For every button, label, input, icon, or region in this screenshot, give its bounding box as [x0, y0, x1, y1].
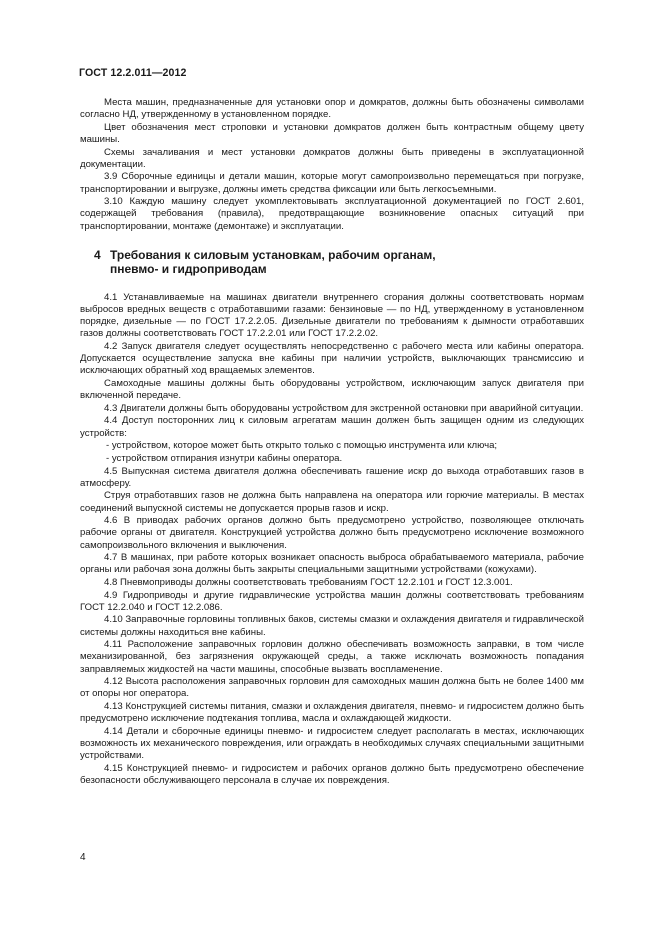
paragraph-4-15: 4.15 Конструкцией пневмо- и гидросистем и рабочих органов должно быть предусмотрено обеспечение безопасности обслуживающего персонала в случае их повреждения.	[80, 762, 584, 786]
paragraph-intro-3: Схемы зачаливания и мест установки домкратов должны быть приведены в эксплуатационной документации.	[80, 146, 584, 170]
paragraph-4-5-cont: Струя отработавших газов не должна быть направлена на оператора или горючие материалы. В местах соединений выпускной системы не допускается прорыв газов и искр.	[80, 490, 584, 514]
paragraph-3-10: 3.10 Каждую машину следует укомплектовывать эксплуатационной документацией по ГОСТ 2.601, содержащей требования (правила), предотвращающие возникновение опасных ситуаций при транспортировании, монтаже (демонтаже) и эксплуатации.	[80, 196, 584, 232]
paragraph-4-8: 4.8 Пневмоприводы должны соответствовать требованиям ГОСТ 12.2.101 и ГОСТ 12.3.001.	[104, 577, 513, 588]
paragraph-4-4: 4.4 Доступ посторонних лиц к силовым агрегатам машин должен быть защищен одним из следующих устройств:	[80, 415, 584, 439]
section-title-line-2: пневмо- и гидроприводам	[110, 262, 267, 277]
paragraph-4-3: 4.3 Двигатели должны быть оборудованы устройством для экстренной остановки при аварийной ситуации.	[104, 402, 584, 414]
section-title	[110, 248, 584, 277]
document-code-header: ГОСТ 12.2.011—2012	[79, 67, 187, 79]
paragraph-4-9: 4.9 Гидроприводы и другие гидравлические устройства машин должны соответствовать требованиям ГОСТ 12.2.040 и ГОСТ 12.2.086.	[80, 589, 584, 613]
paragraph-4-2: 4.2 Запуск двигателя следует осуществлять непосредственно с рабочего места или кабины оператора. Допускается осуществление запуска вне кабины при наличии устройств, выключающих трансмиссию и исключающих обратный ход вращаемых элементов.	[80, 341, 584, 377]
list-item-4-4-b: - устройством отпирания изнутри кабины оператора.	[106, 452, 343, 464]
section-heading	[94, 248, 584, 277]
document-body	[80, 97, 584, 788]
paragraph-4-1: 4.1 Устанавливаемые на машинах двигатели внутреннего сгорания должны соответствовать нормам выбросов вредных веществ с отработавшими газами: бензиновые — по НД, утвержденному в установленном порядке, дизельные — по ГОСТ 17.2.2.05. Дизельные двигатели по требованиям к дымности отработавших газов должны соответствовать ГОСТ 17.2.2.01 или ГОСТ 17.2.2.02.	[80, 291, 584, 340]
paragraph-4-2-cont: Самоходные машины должны быть оборудованы устройством, исключающим запуск двигателя при включенной передаче.	[80, 378, 584, 402]
paragraph-4-14: 4.14 Детали и сборочные единицы пневмо- и гидросистем следует располагать в местах, исключающих возможность их механического повреждения, или ограждать в необходимых случаях специальными защитными устройствами.	[80, 725, 584, 762]
paragraph-4-6: 4.6 В приводах рабочих органов должно быть предусмотрено устройство, позволяющее отключать рабочие органы от двигателя. Конструкцией устройства должно быть предусмотрено исключение возможного самопроизвольного включения и выключения.	[80, 515, 584, 551]
paragraph-3-9: 3.9 Сборочные единицы и детали машин, которые могут самопроизвольно перемещаться при погрузке, транспортировании и выгрузке, должны иметь средства фиксации или быть легкосъемными.	[80, 171, 584, 195]
paragraph-4-10: 4.10 Заправочные горловины топливных баков, системы смазки и охлаждения двигателя и гидравлической системы должны находиться вне кабины.	[80, 614, 584, 638]
paragraph-4-7: 4.7 В машинах, при работе которых возникает опасность выброса обрабатываемого материала, рабочие органы или рабочая зона должны быть закрыты специальными защитными устройствами (кожухами).	[80, 552, 584, 576]
paragraph-4-13: 4.13 Конструкцией системы питания, смазки и охлаждения двигателя, пневмо- и гидросистем должно быть предусмотрено исключение подтекания топлива, масла и охлаждающей жидкости.	[80, 701, 584, 725]
section-number: 4	[94, 247, 101, 262]
paragraph-4-5: 4.5 Выпускная система двигателя должна обеспечивать гашение искр до выхода отработавших газов в атмосферу.	[80, 465, 584, 489]
list-item-4-4-a: - устройством, которое может быть открыто только с помощью инструмента или ключа;	[106, 440, 498, 452]
page-number: 4	[80, 852, 86, 863]
paragraph-4-11: 4.11 Расположение заправочных горловин должно обеспечивать возможность заправки, в том числе механизированной, без загрязнения окружающей среды, а также исключать возможность попадания заправляемых жидкостей на части машины, способные вызвать воспламенение.	[80, 639, 584, 675]
paragraph-4-12: 4.12 Высота расположения заправочных горловин для самоходных машин должна быть не более 1400 мм от опоры ног оператора.	[80, 676, 584, 700]
paragraph-intro-2: Цвет обозначения мест строповки и установки домкратов должен быть контрастным общему цвету машины.	[80, 121, 584, 145]
paragraph-intro-1: Места машин, предназначенные для установки опор и домкратов, должны быть обозначены символами согласно НД, утвержденному в установленном порядке.	[80, 97, 584, 121]
section-title-line-1: Требования к силовым установкам, рабочим органам,	[110, 247, 436, 262]
